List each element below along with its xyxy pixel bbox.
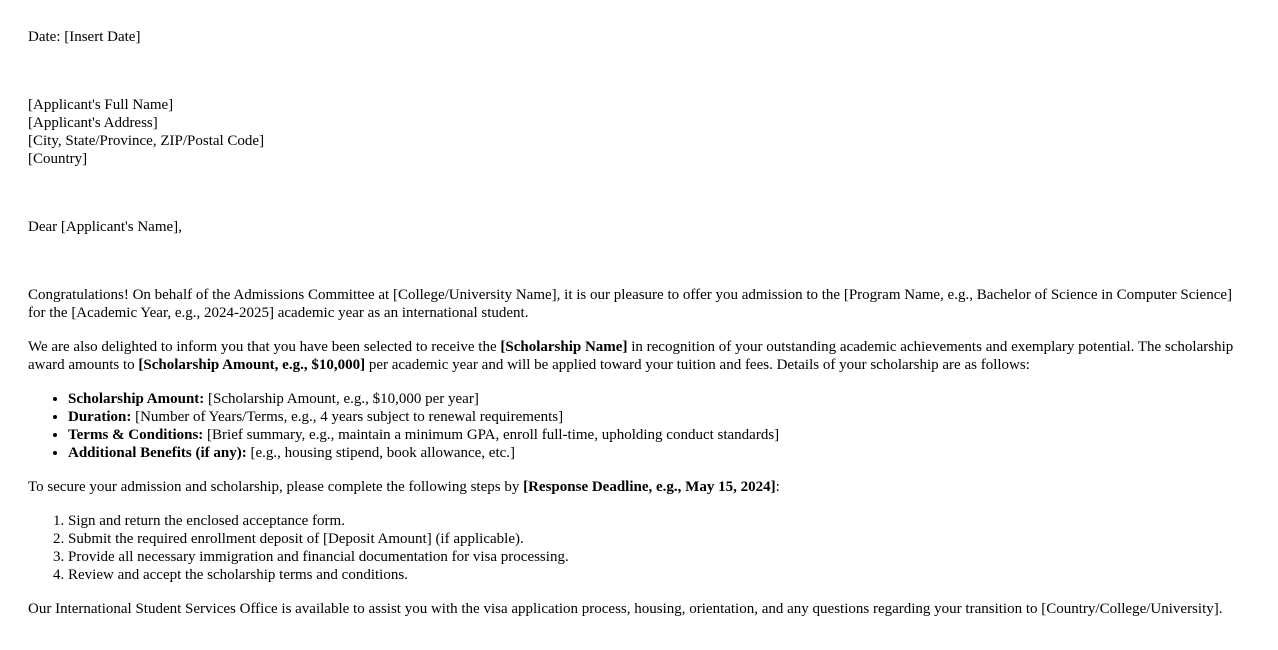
address-line-country: [Country]	[28, 151, 88, 167]
detail-label: Scholarship Amount:	[68, 391, 205, 407]
list-item	[68, 408, 1250, 426]
detail-value: [e.g., housing stipend, book allowance, etc.]	[246, 445, 516, 461]
detail-value: [Number of Years/Terms, e.g., 4 years subject to renewal requirements]	[131, 409, 564, 425]
detail-value: [Scholarship Amount, e.g., $10,000 per year]	[204, 391, 479, 407]
list-item	[68, 390, 1250, 408]
intro-paragraph: Congratulations! On behalf of the Admissions Committee at [College/University Name], it is our pleasure to offer you admission to the [Program Name, e.g., Bachelor of Science in Computer Science] for the [Academic Year, e.g., 2024-2025] academic year as an international student.	[28, 287, 1233, 321]
list-item: 1. Sign and return the enclosed acceptance form.	[68, 512, 1250, 530]
list-item: 3. Provide all necessary immigration and financial documentation for visa processing.	[68, 548, 1250, 566]
steps-paragraph	[28, 478, 1250, 496]
detail-label: Terms & Conditions:	[68, 427, 204, 443]
services-paragraph: Our International Student Services Office is available to assist you with the visa application process, housing, orientation, and any questions regarding your transition to [Country/College/University].	[28, 601, 1223, 617]
list-item: 2. Submit the required enrollment deposit of [Deposit Amount] (if applicable).	[68, 530, 1250, 548]
list-item: 4. Review and accept the scholarship terms and conditions.	[68, 566, 1250, 584]
scholarship-amount: [Scholarship Amount, e.g., $10,000]	[138, 357, 366, 373]
list-item	[68, 426, 1250, 444]
scholarship-text-2: in recognition of your outstanding academic achievements and exemplary potential. The scholarship award amounts to	[28, 339, 1234, 373]
address-line-city: [City, State/Province, ZIP/Postal Code]	[28, 133, 265, 149]
response-deadline: [Response Deadline, e.g., May 15, 2024]	[523, 479, 776, 495]
steps-list	[28, 512, 1250, 584]
steps-text-1: To secure your admission and scholarship, please complete the following steps by	[28, 479, 524, 495]
steps-text-2: :	[775, 479, 780, 495]
recipient-address	[28, 96, 1250, 168]
list-item	[68, 444, 1250, 462]
address-line-street: [Applicant's Address]	[28, 115, 158, 131]
address-line-name: [Applicant's Full Name]	[28, 97, 174, 113]
salutation: Dear [Applicant's Name],	[28, 219, 182, 235]
date-line: Date: [Insert Date]	[28, 29, 141, 45]
scholarship-text-1: We are also delighted to inform you that you have been selected to receive the	[28, 339, 501, 355]
scholarship-details-list	[28, 390, 1250, 462]
scholarship-name: [Scholarship Name]	[500, 339, 628, 355]
detail-label: Duration:	[68, 409, 132, 425]
scholarship-paragraph	[28, 338, 1250, 374]
detail-label: Additional Benefits (if any):	[68, 445, 247, 461]
detail-value: [Brief summary, e.g., maintain a minimum GPA, enroll full-time, upholding conduct standards]	[203, 427, 780, 443]
scholarship-text-3: per academic year and will be applied toward your tuition and fees. Details of your scholarship are as follows:	[365, 357, 1030, 373]
